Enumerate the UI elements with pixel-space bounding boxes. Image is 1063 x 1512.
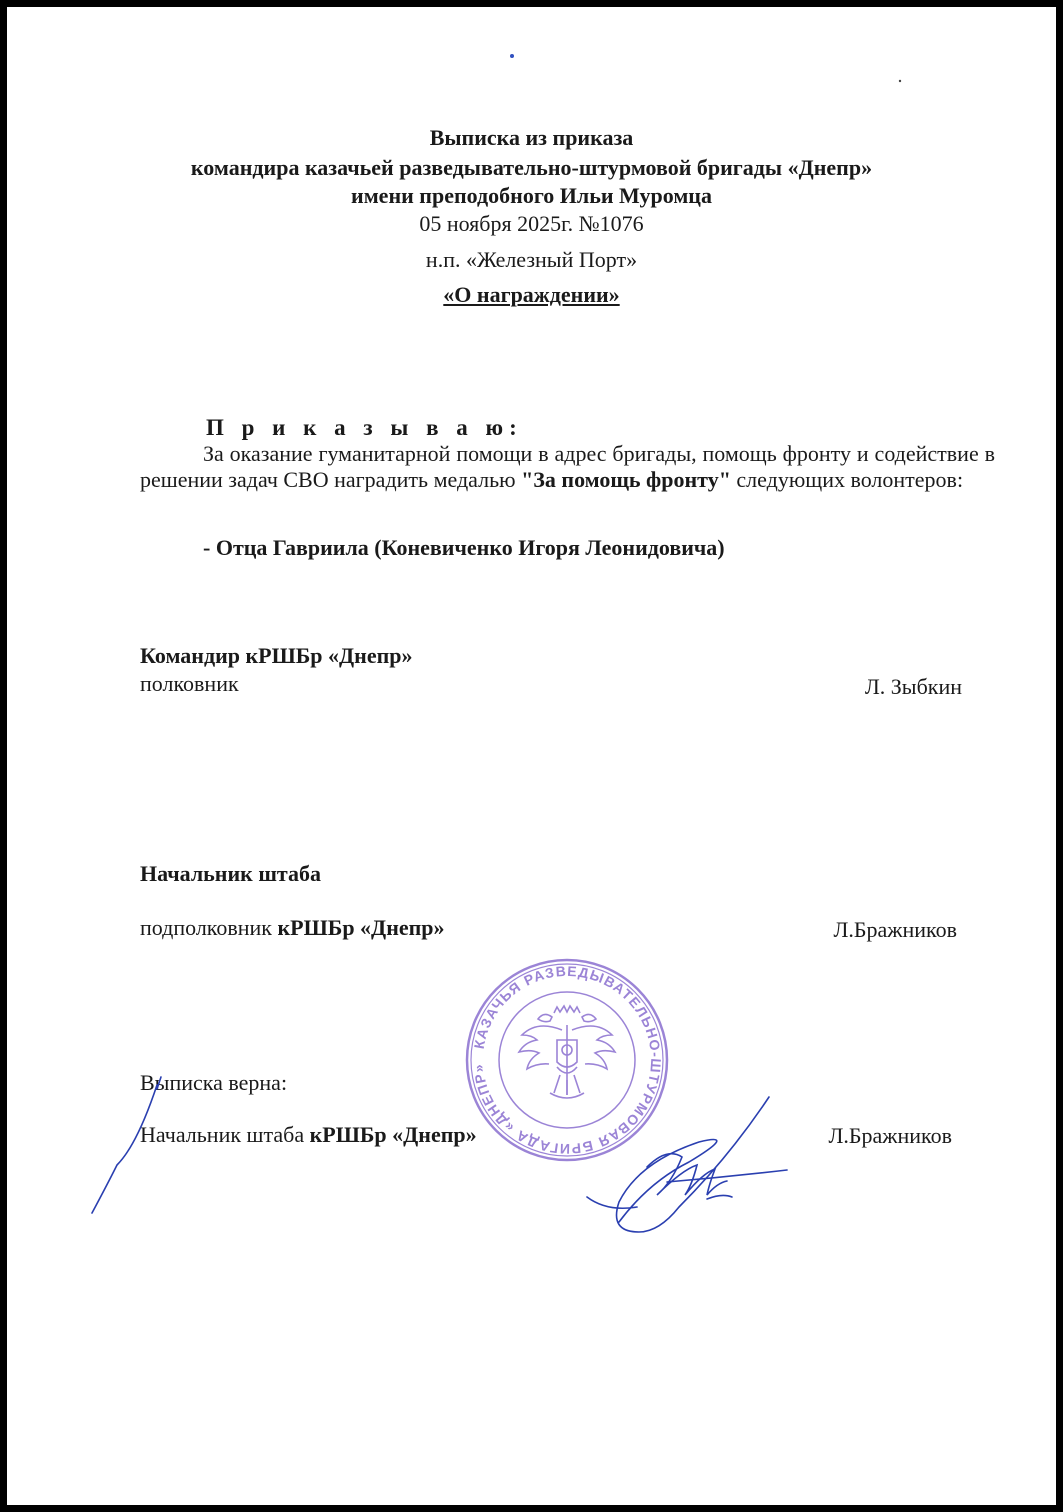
order-body-text: За оказание гуманитарной помощи в адрес бригады, помощь фронту и содействие в решении задач СВО наградить медалью <box>140 441 995 492</box>
handwritten-signature <box>7 7 1056 1505</box>
award-recipient: - Отца Гавриила (Коневиченко Игоря Леонидовича) <box>203 535 725 560</box>
order-heading: П р и к а з ы в а ю: <box>206 415 523 440</box>
chief-of-staff-title: Начальник штаба <box>140 861 321 886</box>
order-date-number: 05 ноября 2025г. №1076 <box>419 211 644 236</box>
header-line-2: командира казачьей разведывательно-штурмовой бригады «Днепр» <box>190 155 873 180</box>
order-subject: «О награждении» <box>443 282 620 307</box>
chief-unit: кРШБр «Днепр» <box>277 915 445 940</box>
stamp-ring-text: КАЗАЧЬЯ РАЗВЕДЫВАТЕЛЬНО-ШТУРМОВАЯ БРИГАДА «ДНЕПР» <box>469 962 665 1158</box>
commander-name: Л. Зыбкин <box>864 674 962 699</box>
document-page <box>7 7 1056 1505</box>
chief-of-staff-name: Л.Бражников <box>833 917 957 942</box>
header-line-1: Выписка из приказа <box>429 125 634 150</box>
order-body-tail: следующих волонтеров: <box>736 467 964 492</box>
copy-signer-name: Л.Бражников <box>828 1123 952 1148</box>
copy-unit: кРШБр «Днепр» <box>309 1122 477 1147</box>
medal-name: "За помощь фронту" <box>521 467 731 492</box>
copy-title: Начальник штаба <box>140 1122 305 1147</box>
copy-verified-label: Выписка верна: <box>140 1070 288 1095</box>
commander-rank: полковник <box>140 671 239 696</box>
commander-title: Командир кРШБр «Днепр» <box>140 643 413 668</box>
chief-rank: подполковник <box>140 915 272 940</box>
header-line-3: имени преподобного Ильи Муромца <box>351 183 712 208</box>
order-place: н.п. «Железный Порт» <box>425 247 638 272</box>
